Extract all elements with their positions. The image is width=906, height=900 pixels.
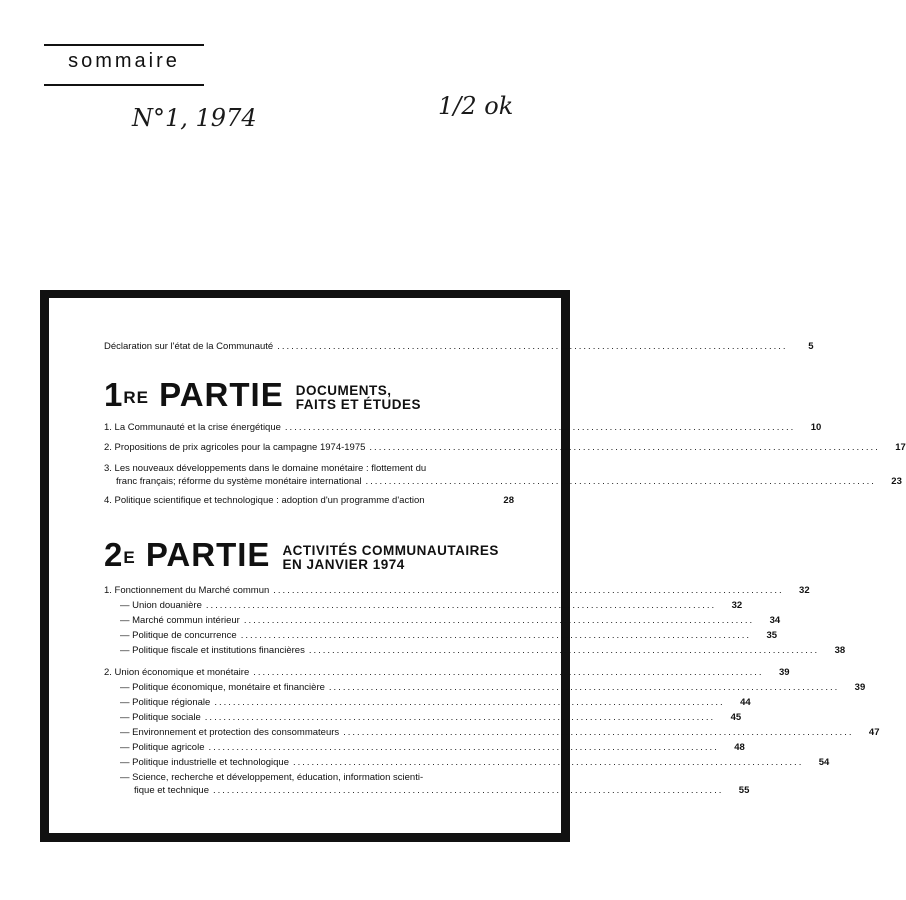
part-1-word: PARTIE xyxy=(159,376,284,413)
page-number: 32 xyxy=(731,600,743,611)
toc-entry[interactable]: 4. Politique scientifique et technologique : adoption d'un programme d'action 28 xyxy=(104,495,514,506)
page-number: 47 xyxy=(868,727,880,738)
page-number: 28 xyxy=(503,495,514,506)
page-number: 48 xyxy=(734,742,745,753)
toc-entry-intro[interactable]: Déclaration sur l'état de la Communauté .............................................................................................................. 5 xyxy=(104,341,814,352)
part-2-word: PARTIE xyxy=(145,536,271,573)
page-number: 39 xyxy=(779,667,790,678)
part-1-suffix: RE xyxy=(123,388,149,407)
toc-subentry[interactable]: — Politique sociale .............................................................................................................. 45 xyxy=(120,712,742,723)
handwritten-issue-note: N°1, 1974 xyxy=(132,104,257,132)
part-1-number: 1 xyxy=(104,376,124,413)
part-2-number: 2 xyxy=(104,536,124,573)
toc-section[interactable]: 2. Union économique et monétaire .............................................................................................................. 39 xyxy=(104,667,790,678)
part-2-heading xyxy=(104,538,499,572)
page-number: 45 xyxy=(730,712,742,723)
part-2-suffix: E xyxy=(123,548,136,567)
toc-subentry[interactable]: — Union douanière .............................................................................................................. 32 xyxy=(120,600,743,611)
page-number: 17 xyxy=(895,442,906,453)
part-1-heading xyxy=(104,378,421,412)
page-title: sommaire xyxy=(68,50,180,72)
page-number: 23 xyxy=(891,476,902,487)
toc-subentry[interactable]: — Politique fiscale et institutions financières .............................................................................................................. 38 xyxy=(120,645,846,656)
part-1-subtitle: DOCUMENTS, FAITS ET ÉTUDES xyxy=(295,383,421,412)
page-number: 38 xyxy=(834,645,846,656)
handwritten-approval-note: 1/2 ok xyxy=(438,92,514,120)
toc-entry[interactable]: 3. Les nouveaux développements dans le domaine monétaire : flottement du franc français; réforme du système monétaire international .............................................................................................................. 23 xyxy=(104,463,902,487)
toc-subentry[interactable]: — Marché commun intérieur .............................................................................................................. 34 xyxy=(120,615,781,626)
page-number: 55 xyxy=(738,785,750,796)
page-number: 5 xyxy=(808,341,814,352)
toc-subentry[interactable]: — Environnement et protection des consommateurs .............................................................................................................. 47 xyxy=(120,727,880,738)
page-number: 35 xyxy=(766,630,778,641)
toc-subentry[interactable]: — Politique de concurrence .............................................................................................................. 35 xyxy=(120,630,778,641)
top-rule xyxy=(44,44,204,46)
toc-entry[interactable]: 1. La Communauté et la crise énergétique .............................................................................................................. 10 xyxy=(104,422,822,433)
toc-entry[interactable]: 2. Propositions de prix agricoles pour la campagne 1974-1975 .............................................................................................................. 17 xyxy=(104,442,906,453)
page-number: 32 xyxy=(799,585,810,596)
page-number: 10 xyxy=(810,422,822,433)
toc-subentry[interactable]: — Politique industrielle et technologique .............................................................................................................. 54 xyxy=(120,757,830,768)
toc-subentry[interactable]: — Politique régionale .............................................................................................................. 44 xyxy=(120,697,751,708)
page-number: 34 xyxy=(769,615,781,626)
toc-subentry[interactable]: — Science, recherche et développement, éducation, information scienti- fique et technique .............................................................................................................. 55 xyxy=(120,772,750,796)
page-number: 54 xyxy=(818,757,830,768)
bottom-rule xyxy=(44,84,204,86)
toc-section[interactable]: 1. Fonctionnement du Marché commun .............................................................................................................. 32 xyxy=(104,585,810,596)
toc-subentry[interactable]: — Politique agricole .............................................................................................................. 48 xyxy=(120,742,745,753)
part-2-subtitle: ACTIVITÉS COMMUNAUTAIRES EN JANVIER 1974 xyxy=(282,543,499,572)
page-number: 39 xyxy=(854,682,866,693)
toc-subentry[interactable]: — Politique économique, monétaire et financière .............................................................................................................. 39 xyxy=(120,682,866,693)
page-number: 44 xyxy=(740,697,751,708)
